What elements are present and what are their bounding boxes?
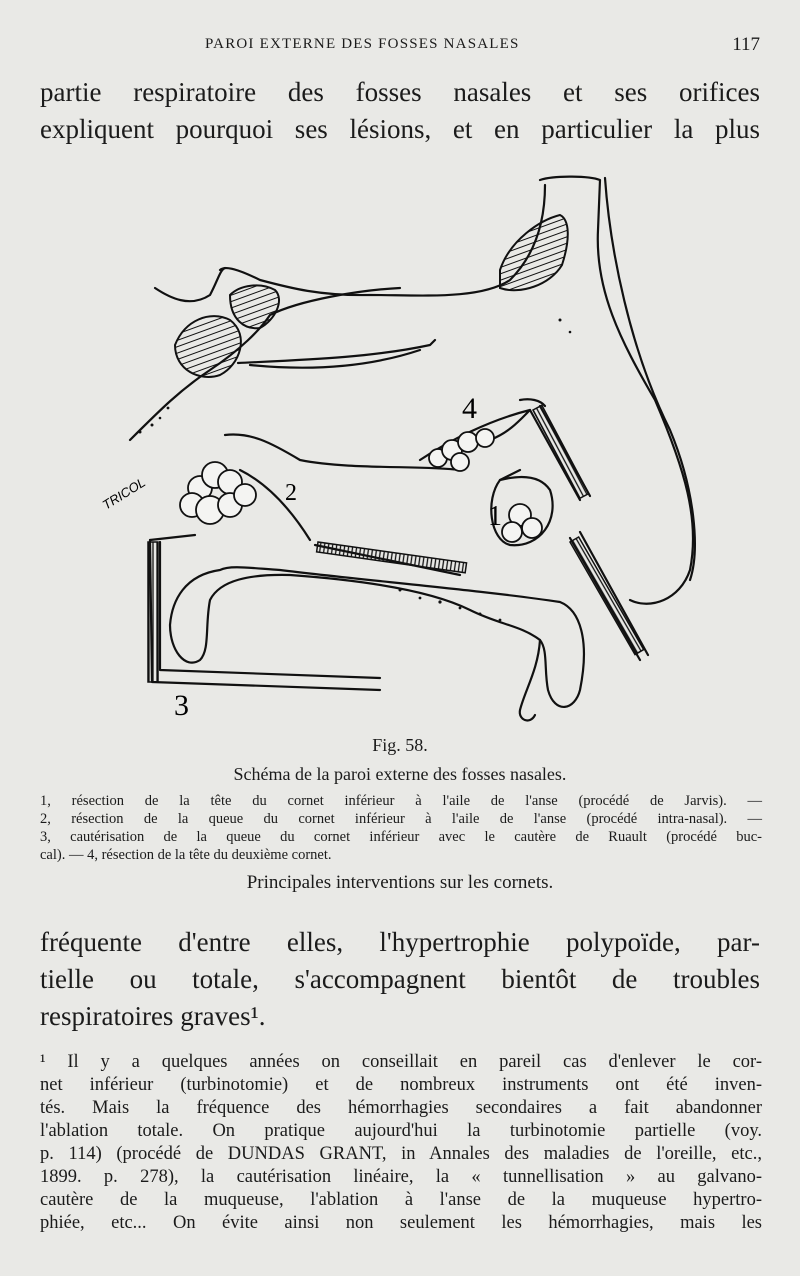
- footnote-line: phiée, etc... On évite ainsi non seulement les hémorrhagies, mais les: [40, 1213, 762, 1233]
- label-3: 3: [174, 689, 189, 722]
- figure-number: Fig. 58.: [372, 735, 428, 755]
- running-title: PAROI EXTERNE DES FOSSES NASALES: [205, 36, 520, 52]
- text-line: fréquente d'entre elles, l'hypertrophie polypoïde, par-: [40, 927, 760, 957]
- legend-line: 3, cautérisation de la queue du cornet inférieur avec le cautère de Ruault (procédé buc-: [40, 829, 762, 845]
- text-line: expliquent pourquoi ses lésions, et en particulier la plus: [40, 114, 760, 144]
- footnote-line: 1899. p. 278), la cautérisation linéaire, la « tunnellisation » au galvano-: [40, 1167, 762, 1187]
- nasal-wall-diagram: [100, 170, 720, 730]
- frontal-sinus: [500, 215, 568, 290]
- footnote-line: l'ablation totale. On pratique aujourd'hui la turbinotomie partielle (voy.: [40, 1121, 762, 1141]
- footnote: [40, 1051, 762, 1235]
- footnote-line: tés. Mais la fréquence des hémorrhagies secondaires a fait abandonner: [40, 1098, 762, 1118]
- figure-illustration: [100, 170, 720, 730]
- text-line: partie respiratoire des fosses nasales et ses orifices: [40, 77, 760, 107]
- legend-line: 2, résection de la queue du cornet inférieur à l'aile de l'anse (procédé intra-nasal). —: [40, 811, 762, 827]
- paragraph-top: [40, 74, 760, 148]
- palate-outline: [170, 567, 584, 707]
- footnote-line: cautère de la muqueuse, l'ablation à l'anse de la muqueuse hypertro-: [40, 1190, 762, 1210]
- footnote-line: ¹ Il y a quelques années on conseillait en pareil cas d'enlever le cor-: [40, 1052, 762, 1072]
- label-4: 4: [462, 392, 477, 425]
- illustrator-signature: TRICOL: [100, 474, 149, 513]
- paragraph-bottom: [40, 924, 760, 1035]
- running-head: [0, 36, 800, 58]
- legend-line: 1, résection de la tête du cornet inférieur à l'aile de l'anse (procédé de Jarvis). —: [40, 793, 762, 809]
- sphenoid-sinus-upper: [230, 285, 279, 328]
- figure-legend: [40, 792, 762, 864]
- figure-title: Schéma de la paroi externe des fosses nasales.: [233, 764, 567, 784]
- footnote-line: p. 114) (procédé de DUNDAS GRANT, in Annales des maladies de l'oreille, etc.,: [40, 1144, 762, 1164]
- sphenoid-sinus-lower: [175, 316, 241, 377]
- footnote-line: net inférieur (turbinotomie) et de nombreux instruments ont été inven-: [40, 1075, 762, 1095]
- label-1: 1: [488, 501, 502, 532]
- legend-line: cal). — 4, résection de la tête du deuxième cornet.: [40, 847, 332, 863]
- text-line: tielle ou totale, s'accompagnent bientôt de troubles: [40, 964, 760, 994]
- page-number: 117: [732, 34, 760, 55]
- figure-subtitle: Principales interventions sur les cornets.: [246, 872, 554, 893]
- label-2: 2: [285, 480, 297, 506]
- text-line: respiratoires graves¹.: [40, 1001, 266, 1031]
